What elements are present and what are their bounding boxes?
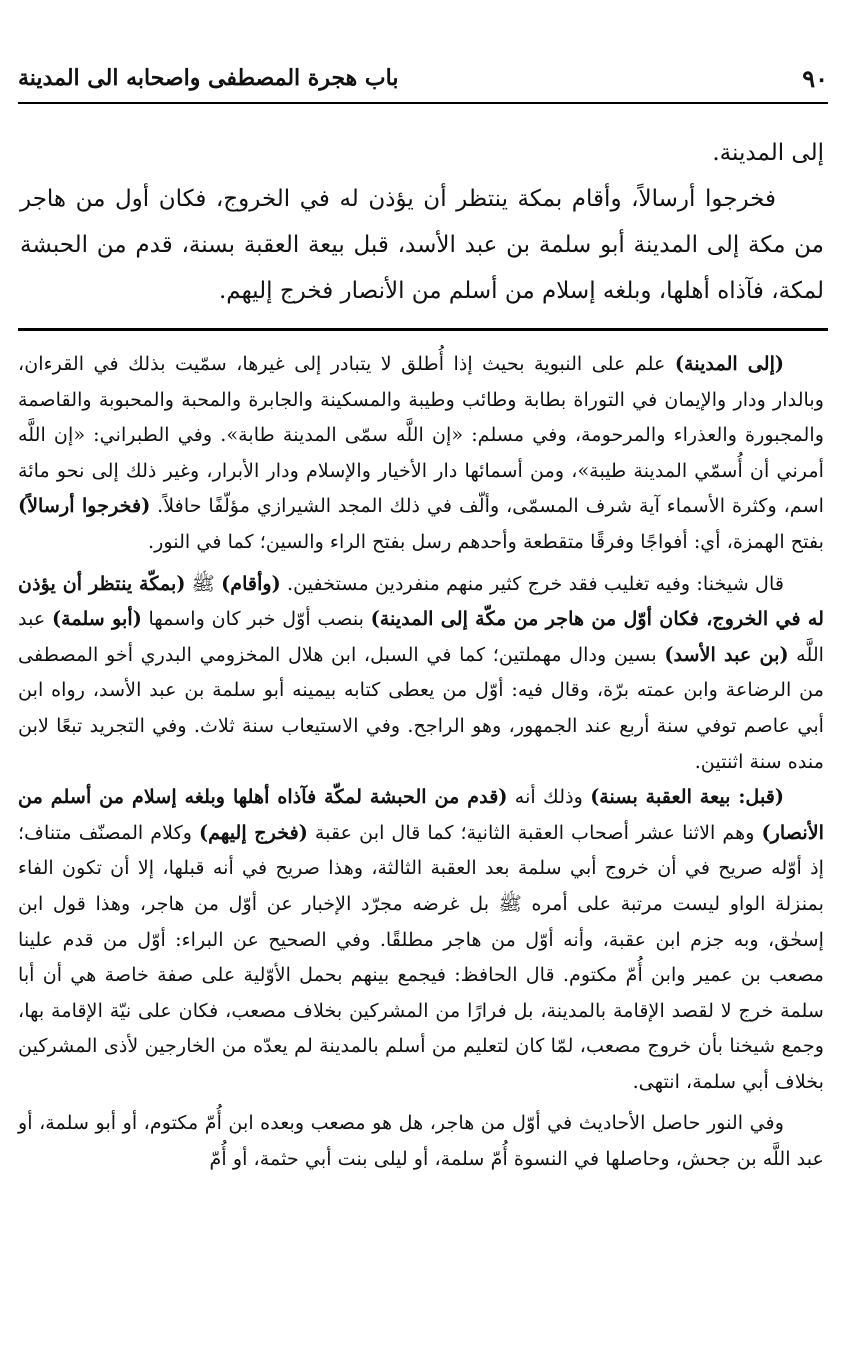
main-paragraph-2: فخرجوا أرسالاً، وأقام بمكة ينتظر أن يؤذن له في الخروج، فكان أول من هاجر من مكة إلى المدينة أبو سلمة بن عبد الأسد، قبل بيعة العقبة بسنة، قدم من الحبشة لمكة، فآذاه أهلها، وبلغه إسلام من أسلم من الأنصار فخرج إليهم. [20,186,824,304]
commentary-paragraph-3 [18,779,824,1099]
commentary-paragraph-2 [18,566,824,780]
commentary-text: وذلك أنه [507,785,591,809]
running-title: باب هجرة المصطفى واصحابه الى المدينة [18,65,399,91]
lemma: (إلى المدينة) [674,352,785,375]
header-rule [18,102,828,104]
lemma: (قبل: بيعة العقبة بسنة) [590,785,784,809]
commentary-paragraph-4 [18,1105,824,1176]
commentary-divider [18,328,828,331]
lemma: (قدم من الحبشة لمكّة فآذاه أهلها وبلغه إسلام من أسلم من الأنصار) [18,785,824,844]
page-number: ٩٠ [802,63,828,93]
main-text [20,130,824,314]
commentary-text: بفتح الهمزة، أي: أفواجًا وفرقًا متقطعة وأحدهم رسل بفتح الراء والسين؛ كما في النور. [148,529,824,553]
commentary-text: وفي النور حاصل الأحاديث في أوّل من هاجر، هل هو مصعب وبعده ابن أُمّ مكتوم، أو أبو سلمة، أو عبد اللَّه بن جحش، وحاصلها في النسوة أُمّ سلمة، أو ليلى بنت أبي حثمة، أو أُمّ [18,1111,824,1171]
page-header [18,58,828,98]
lemma: (فخرجوا أرسالاً) [18,494,151,518]
commentary [18,346,824,1177]
commentary-text: بسين ودال مهملتين؛ كما في السبل، ابن هلال المخزومي البدري أخو المصطفى من الرضاعة وابن عمته برّة، وقال فيه: أوّل من يعطى كتابه بيمينه أبو سلمة بن عبد الأسد، رواه ابن أبي عاصم توفي سنة أربع عند الجمهور، وهو الراجح. وفي الاستيعاب سنة ثلاث. وفي التجريد تبعًا لابن منده سنة اثنتين. [18,642,824,773]
lemma: (بمكّة ينتظر أن يؤذن له في الخروج، فكان أوّل من هاجر من مكّة إلى المدينة) [18,571,824,631]
main-line-1: إلى المدينة. [712,140,824,166]
commentary-text: عبد اللَّه [18,607,824,666]
lemma: (وأقام) [221,571,281,595]
commentary-text: وهم الاثنا عشر أصحاب العقبة الثانية؛ كما قال ابن عقبة [307,820,762,844]
commentary-text: قال شيخنا: وفيه تغليب فقد خرج كثير منهم منفردين مستخفين. [280,571,784,595]
commentary-text: علم على النبوية بحيث إذا أُطلق لا يتبادر إلى غيرها، سمّيت بذلك في القرءان، وبالدار ودار والإيمان في التوراة بطابة وطائب وطيبة والمسكينة والجابرة والمحبة والمحبوبة والقاصمة والمجبورة والعذراء والمرحومة، وفي مسلم: «إن اللَّه سمّى المدينة طابة». وفي الطبراني: «إن اللَّه أمرني أن أُسمّي المدينة طيبة»، ومن أسمائها دار الأخيار والإسلام ودار الأبرار، وغير ذلك إلى نحو مائة اسم، وكثرة الأسماء آية شرف المسمّى، وألّف في ذلك المجد الشيرازي مؤلّفًا حافلاً. [18,352,824,518]
commentary-text: بنصب أوّل خبر كان واسمها [141,607,371,631]
commentary-text: وكلام المصنّف متناف؛ إذ أوّله صريح في أن خروج أبي سلمة بعد العقبة الثالثة، وهذا صريح في أنه قبلها، إلا أن تكون الفاء بمنزلة الواو ليست مرتبة على أمره ﷺ بل غرضه مجرّد الإخبار عن أوّل من هاجر، وهذا قول ابن إسحٰق، وبه جزم ابن عقبة، وأنه أوّل من هاجر مطلقًا. وفي الصحيح عن البراء: أوّل من قدم علينا مصعب بن عمير وابن أُمّ مكتوم. قال الحافظ: فيجمع بينهم بحمل الأوّلية على صفة خاصة هي أن أبا سلمة خرج لا لقصد الإقامة بالمدينة، بل فرارًا من المشركين بخلاف مصعب، فكان على نيّة الإقامة بها، وجمع شيخنا بأن خروج مصعب، لمّا كان لتعليم من أسلم بالمدينة لم يعدّه من الخارجين لأذى المشركين بخلاف أبي سلمة، انتهى. [18,820,824,1093]
lemma: (فخرج إليهم) [199,820,308,844]
lemma: (أبو سلمة) [51,607,142,631]
commentary-paragraph-1 [18,346,824,560]
honorific-glyph: ﷺ [185,571,222,595]
lemma: (بن عبد الأسد) [664,642,789,666]
